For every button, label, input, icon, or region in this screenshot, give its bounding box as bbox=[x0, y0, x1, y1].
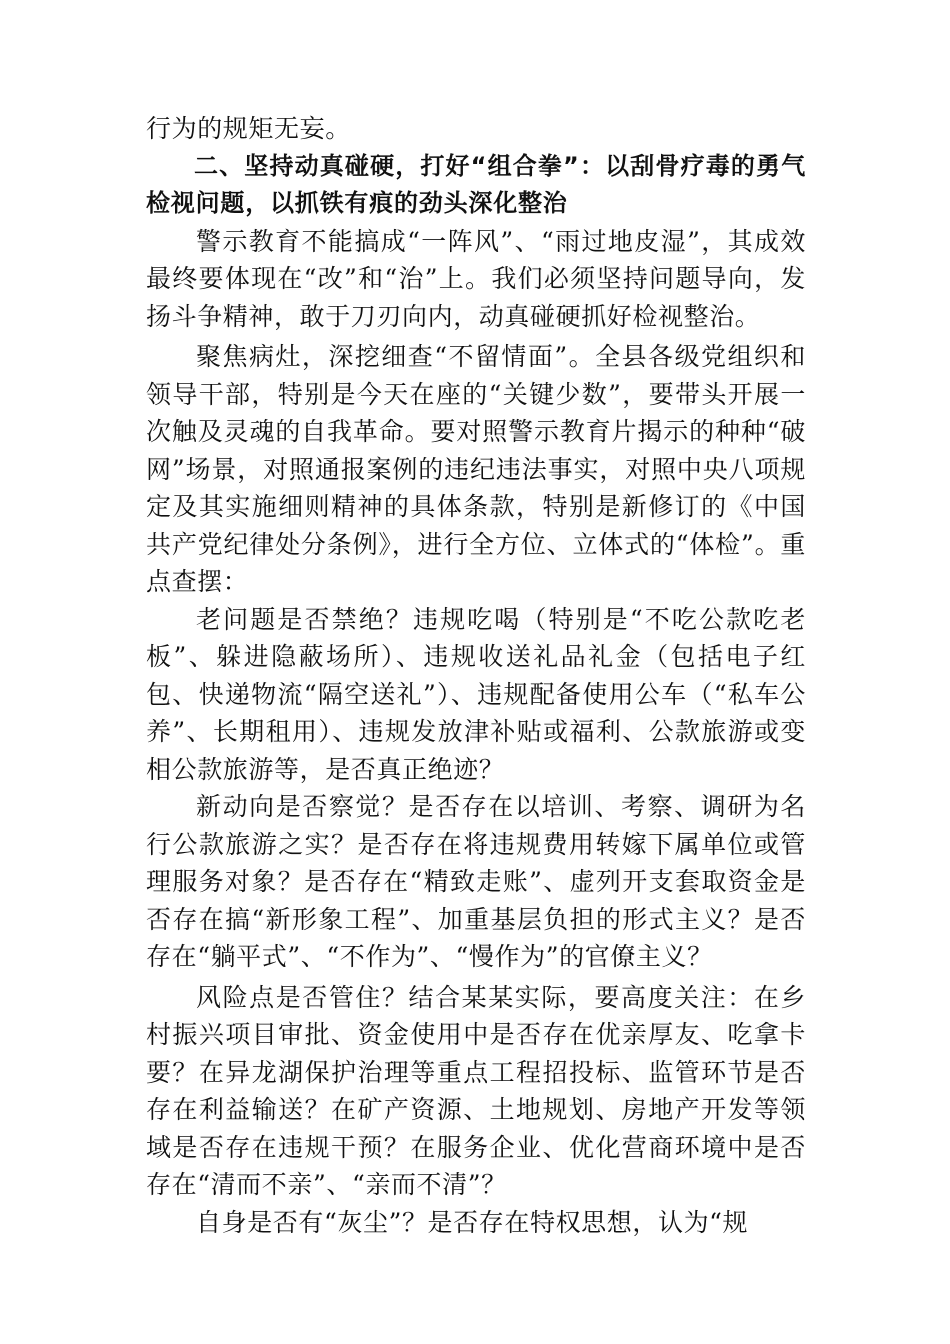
paragraph-focus-issues: 聚焦病灶，深挖细查“不留情面”。全县各级党组织和领导干部，特别是今天在座的“关键少数”，要带头开展一次触及灵魂的自我革命。要对照警示教育片揭示的种种“破网”场景，对照通报案例的违纪违法事实，对照中央八项规定及其实施细则精神的具体条款，特别是新修订的《中国共产党纪律处分条例》，进行全方位、立体式的“体检”。重点查摆： bbox=[146, 342, 806, 596]
document-page bbox=[146, 110, 806, 1241]
paragraph-self-check: 自身是否有“灰尘”？是否存在特权思想，认为“规 bbox=[196, 1207, 749, 1237]
section-heading: 二、坚持动真碰硬，打好“组合拳”：以刮骨疗毒的勇气检视问题，以抓铁有痕的劲头深化整治 bbox=[146, 151, 806, 217]
paragraph-old-problems: 老问题是否禁绝？违规吃喝（特别是“不吃公款吃老板”、躲进隐蔽场所）、违规收送礼品礼金（包括电子红包、快递物流“隔空送礼”）、违规配备使用公车（“私车公养”、长期租用）、违规发放津补贴或福利、公款旅游或变相公款旅游等，是否真正绝迹？ bbox=[146, 604, 806, 784]
paragraph-new-trends: 新动向是否察觉？是否存在以培训、考察、调研为名行公款旅游之实？是否存在将违规费用转嫁下属单位或管理服务对象？是否存在“精致走账”、虚列开支套取资金是否存在搞“新形象工程”、加重基层负担的形式主义？是否存在“躺平式”、“不作为”、“慢作为”的官僚主义？ bbox=[146, 792, 806, 971]
paragraph-continued: 行为的规矩无妄。 bbox=[146, 114, 351, 143]
paragraph-risk-points: 风险点是否管住？结合某某实际，要高度关注：在乡村振兴项目审批、资金使用中是否存在优亲厚友、吃拿卡要？在异龙湖保护治理等重点工程招投标、监管环节是否存在利益输送？在矿产资源、土地规划、房地产开发等领域是否存在违规干预？在服务企业、优化营商环境中是否存在“清而不亲”、“亲而不清”？ bbox=[146, 982, 806, 1199]
paragraph-warning-education: 警示教育不能搞成“一阵风”、“雨过地皮湿”，其成效最终要体现在“改”和“治”上。我们必须坚持问题导向，发扬斗争精神，敢于刀刃向内，动真碰硬抓好检视整治。 bbox=[146, 226, 806, 331]
